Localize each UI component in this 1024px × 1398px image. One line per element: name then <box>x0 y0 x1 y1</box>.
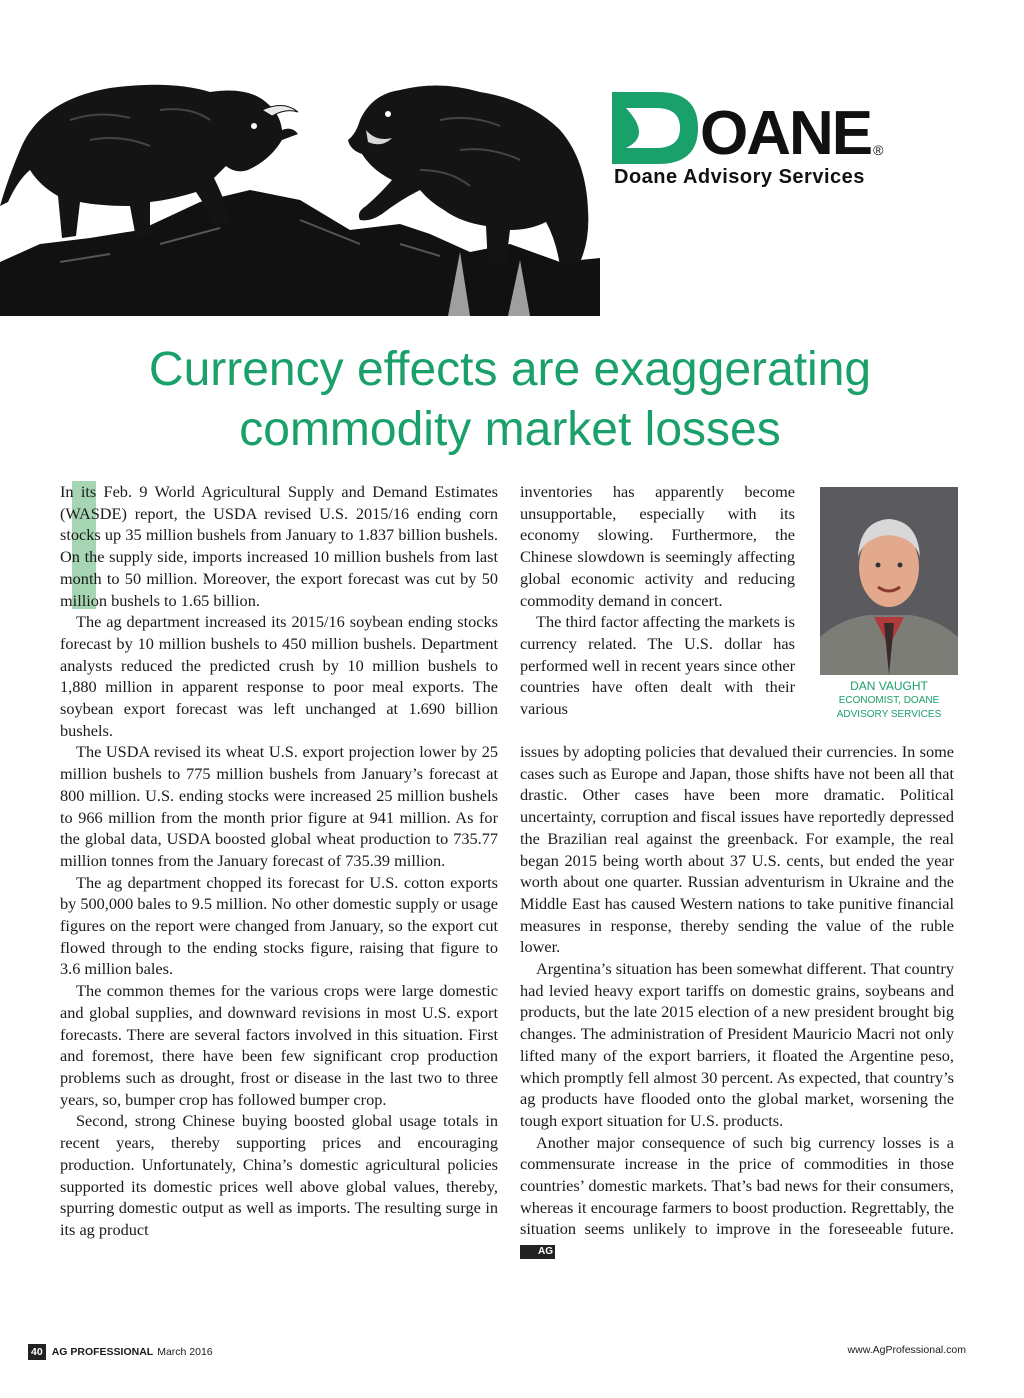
website-url: www.AgProfessional.com <box>847 1344 966 1356</box>
paragraph: The USDA revised its wheat U.S. export projection lower by 25 million bushels to 775 million bushels from January’s forecast at 800 million. U.S. ending stocks were increased 25 million bushels to 966 million from the month prior figure at 941 million. As for the global data, USDA boosted global wheat production to 735.77 million tonnes from the January forecast of 735.39 million. <box>60 742 498 870</box>
paragraph: The ag department increased its 2015/16 soybean ending stocks forecast by 10 million bushels to 450 million bushels. Department analysts reduced the predicted crush by 10 million bushels to 1,880 million in apparent response to poor meal exports. The soybean export forecast was left unchanged at 1.690 billion bushels. <box>60 612 498 740</box>
paragraph: Argentina’s situation has been somewhat different. That country had levied heavy export tariffs on domestic grains, soybeans and products, but the late 2015 election of a new president brought big changes. The administration of President Mauricio Macri not only lifted many of the export barriers, it floated the Argentine peso, which promptly fell almost 30 percent. As expected, that country’s ag products have flooded onto the global market, worsening the tough export situation for U.S. products. <box>520 959 954 1130</box>
paragraph <box>520 1132 954 1262</box>
publication-name: AG PROFESSIONAL <box>51 1346 154 1358</box>
paragraph: In its Feb. 9 World Agricultural Supply and Demand Estimates (WASDE) report, the USDA revised U.S. 2015/16 ending corn stocks up 35 million bushels from January to 1.837 billion bushels. On the supply side, imports increased 10 million bushels from last month to 50 million. Moreover, the export forecast was cut by 50 million bushels to 1.65 billion. <box>60 482 498 610</box>
footer-left <box>28 1344 213 1360</box>
logo-wordmark: OANE <box>700 99 872 168</box>
bull-bear-illustration <box>0 30 600 316</box>
doane-logo <box>612 92 962 189</box>
article-column-2-top <box>520 481 795 720</box>
paragraph: The common themes for the various crops were large domestic and global supplies, and downward revisions in most U.S. export forecasts. There are several factors involved in this situation. First and foremost, there have been few significant crop production problems such as drought, frost or disease in the last two to three years, so, bumper crop has followed bumper crop. <box>60 981 498 1109</box>
logo-mark <box>612 92 962 168</box>
paragraph: inventories has apparently become unsupportable, especially with its economy slowing. Furthermore, the Chinese slowdown is seemingly affecting global economic activity and reducing commodity demand in concert. <box>520 482 795 610</box>
page-number: 40 <box>28 1344 46 1360</box>
photo-caption <box>812 679 966 722</box>
logo-subtitle: Doane Advisory Services <box>614 166 865 188</box>
paragraph: issues by adopting policies that devalued their currencies. In some cases such as Europe and Japan, those shifts have not been all that drastic. Other cases have been more dramatic. Political uncertainty, corruption and fiscal issues have reportedly depressed the Brazilian real against the greenback. For example, the real began 2015 being worth about 37 U.S. cents, but ended the year worth about one quarter. Russian adventurism in Ukraine and the Middle East has caused Western nations to take punitive financial measures in response, thereby sending the value of the ruble lower. <box>520 742 954 957</box>
author-photo <box>820 487 958 675</box>
issue-date: March 2016 <box>157 1346 213 1358</box>
caption-name: DAN VAUGHT <box>850 679 928 693</box>
registered-mark: ® <box>873 142 884 158</box>
article-headline: Currency effects are exaggerating commodity market losses <box>148 343 872 456</box>
last-paragraph-text: Another major consequence of such big currency losses is a commensurate increase in the price of commodities in those countries’ domestic markets. That’s bad news for their consumers, whereas it encourage farmers to boost production. Regrettably, the situation seems unlikely to improve in the foreseeable future. <box>520 1132 954 1239</box>
article-column-2-bottom <box>520 741 954 1262</box>
end-of-article-icon: AG <box>520 1245 555 1259</box>
paragraph: The ag department chopped its forecast for U.S. cotton exports by 500,000 bales to 9.5 million. No other domestic supply or usage figures on the report were changed from January, so the export cut flowed through to the ending stocks figure, raising that figure to 3.6 million bales. <box>60 872 498 979</box>
doane-leaf-d-icon <box>612 92 698 164</box>
paragraph: Second, strong Chinese buying boosted global usage totals in recent years, thereby supporting prices and encouraging production. Unfortunately, China’s domestic agricultural policies supported its domestic prices well above global values, thereby, spurring domestic output as well as imports. The resulting surge in its ag product <box>60 1111 498 1239</box>
article-column-1 <box>60 481 498 1241</box>
caption-title-line2: ADVISORY SERVICES <box>836 709 942 720</box>
paragraph: The third factor affecting the markets is currency related. The U.S. dollar has performed well in recent years since other countries have often dealt with their various <box>520 612 795 719</box>
caption-title-line1: ECONOMIST, DOANE <box>838 695 940 706</box>
